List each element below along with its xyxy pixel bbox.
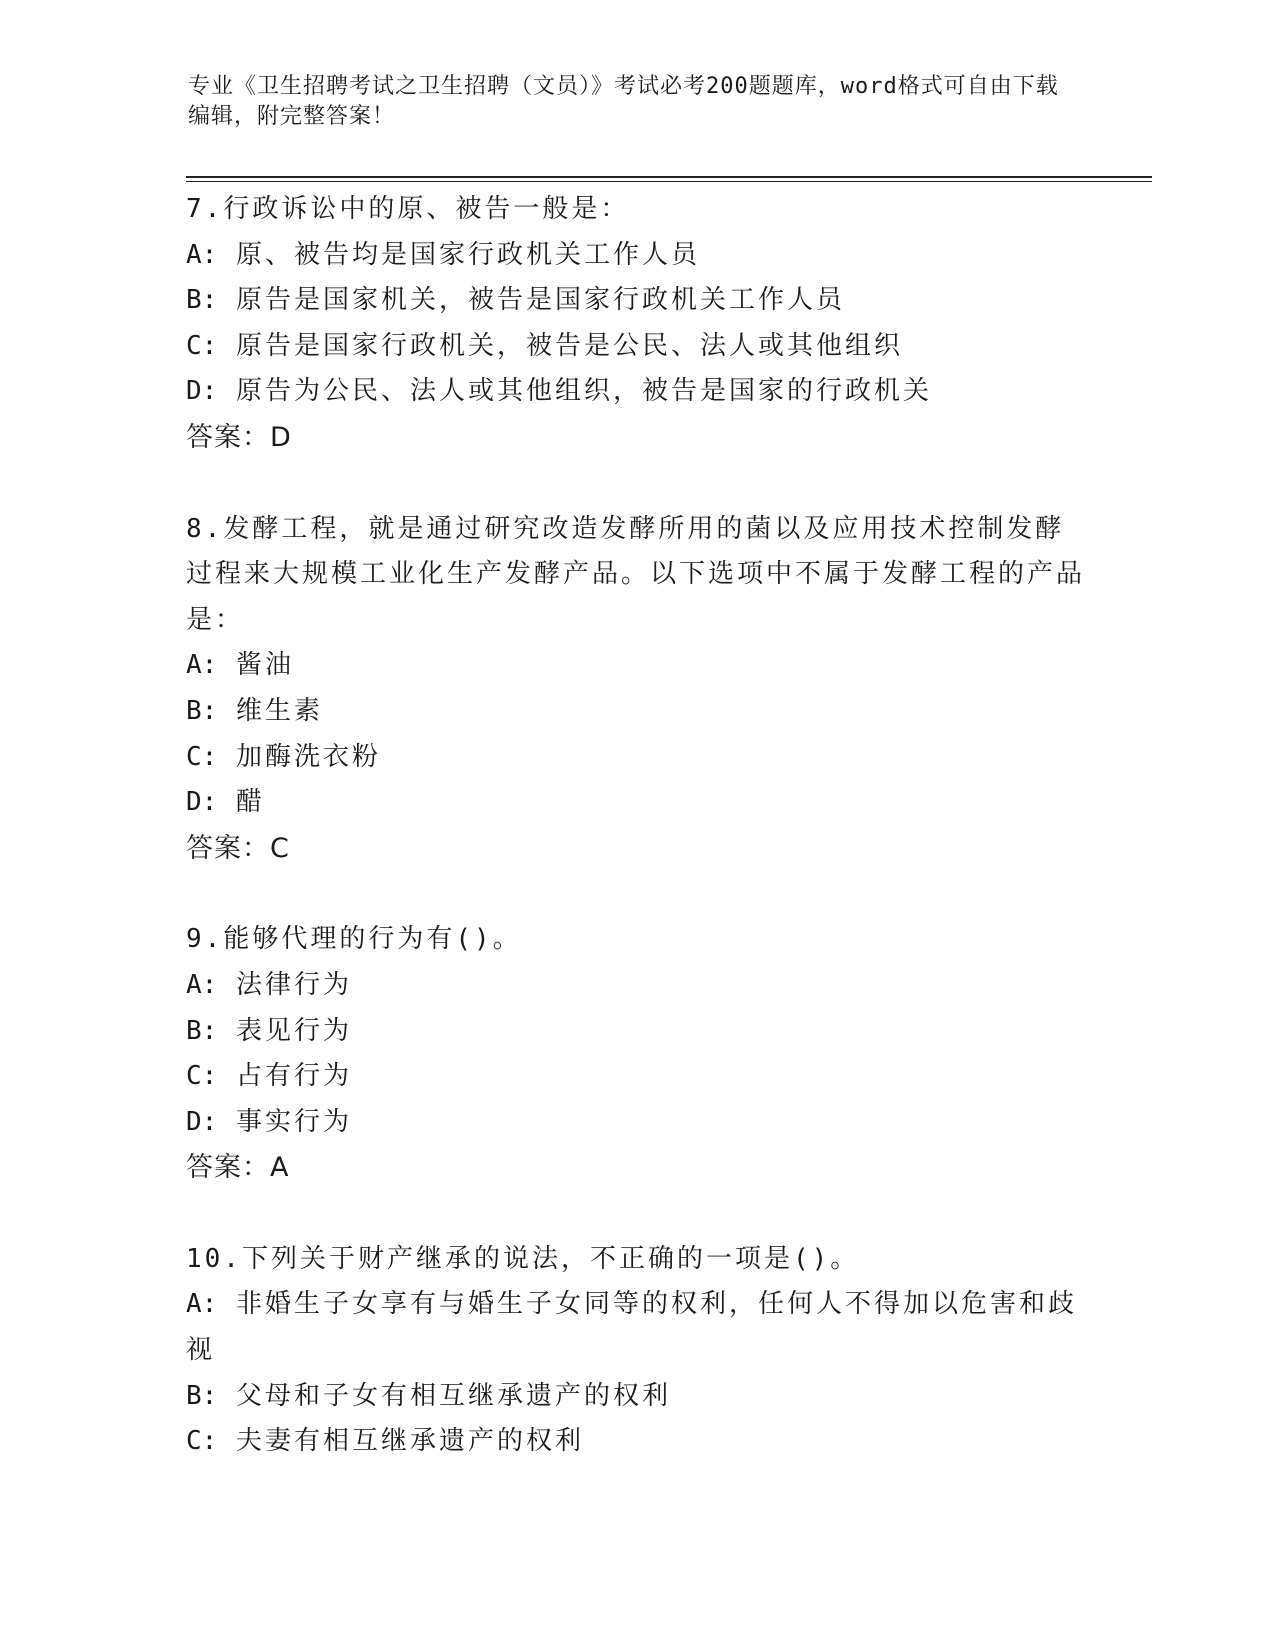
option-a: [186, 1282, 1086, 1373]
option-letter: A:: [186, 650, 218, 681]
document-header: 专业《卫生招聘考试之卫生招聘（文员）》考试必考200题题库，word格式可自由下载编辑，附完整答案！: [188, 74, 1059, 129]
option-text: 父母和子女有相互继承遗产的权利: [235, 1380, 671, 1411]
question-stem: [186, 187, 1086, 233]
question-text: 行政诉讼中的原、被告一般是：: [223, 194, 630, 224]
answer-line: 答案：A: [186, 1152, 290, 1184]
option-letter: B:: [186, 1015, 218, 1046]
option-text: 维生素: [235, 695, 323, 726]
option-d: [186, 1100, 1086, 1146]
option-letter: A:: [186, 239, 218, 270]
option-b: [186, 1009, 1086, 1055]
option-text: 法律行为: [235, 969, 352, 1000]
option-c: [186, 1054, 1086, 1100]
question-7: [186, 187, 1086, 461]
option-a: [186, 963, 1086, 1009]
answer-line: 答案：C: [186, 832, 290, 864]
option-d: [186, 780, 1086, 826]
option-text: 加酶洗衣粉: [235, 741, 381, 772]
option-letter: D:: [186, 787, 218, 818]
option-text: 事实行为: [235, 1106, 352, 1137]
question-number: 7.: [186, 194, 224, 224]
option-letter: B:: [186, 695, 218, 726]
option-d: [186, 369, 1086, 415]
question-stem: [186, 1237, 1086, 1283]
option-letter: B:: [186, 1380, 218, 1411]
option-letter: D:: [186, 376, 218, 407]
header-divider-thick: [186, 176, 1152, 178]
option-c: [186, 1419, 1086, 1465]
option-text: 占有行为: [235, 1061, 352, 1092]
option-letter: B:: [186, 285, 218, 316]
question-number: 8.: [186, 513, 224, 544]
option-letter: A:: [186, 969, 218, 1000]
option-c: [186, 324, 1086, 370]
option-text: 醋: [235, 787, 265, 818]
question-number: 9.: [186, 924, 224, 955]
option-text: 表见行为: [235, 1015, 352, 1046]
option-letter: A:: [186, 1289, 218, 1320]
option-text: 原、被告均是国家行政机关工作人员: [235, 239, 700, 270]
question-stem: [186, 917, 1086, 963]
question-10: [186, 1237, 1086, 1465]
option-text: 酱油: [235, 650, 294, 681]
option-letter: C:: [186, 741, 218, 772]
question-9: [186, 917, 1086, 1191]
option-b: [186, 689, 1086, 735]
option-letter: C:: [186, 330, 218, 361]
option-text: 夫妻有相互继承遗产的权利: [235, 1426, 584, 1457]
question-text: 下列关于财产继承的说法，不正确的一项是()。: [241, 1243, 860, 1274]
option-text: 原告是国家行政机关，被告是公民、法人或其他组织: [235, 330, 903, 361]
option-text: 非婚生子女享有与婚生子女同等的权利，任何人不得加以危害和歧视: [186, 1289, 1077, 1366]
answer-line: 答案：D: [186, 421, 292, 453]
question-stem: [186, 507, 1086, 644]
question-text: 能够代理的行为有()。: [223, 924, 522, 955]
option-a: [186, 643, 1086, 689]
option-c: [186, 735, 1086, 781]
option-text: 原告是国家机关，被告是国家行政机关工作人员: [235, 285, 845, 316]
option-b: [186, 278, 1086, 324]
option-b: [186, 1374, 1086, 1420]
header-divider-thin: [186, 181, 1152, 182]
option-text: 原告为公民、法人或其他组织，被告是国家的行政机关: [235, 376, 932, 407]
question-text: 发酵工程，就是通过研究改造发酵所用的菌以及应用技术控制发酵过程来大规模工业化生产发酵产品。以下选项中不属于发酵工程的产品是：: [186, 513, 1086, 635]
option-letter: D:: [186, 1106, 218, 1137]
question-list: [186, 187, 1086, 1511]
option-a: [186, 233, 1086, 279]
question-8: [186, 507, 1086, 872]
question-number: 10.: [186, 1243, 242, 1274]
option-letter: C:: [186, 1426, 218, 1457]
option-letter: C:: [186, 1061, 218, 1092]
